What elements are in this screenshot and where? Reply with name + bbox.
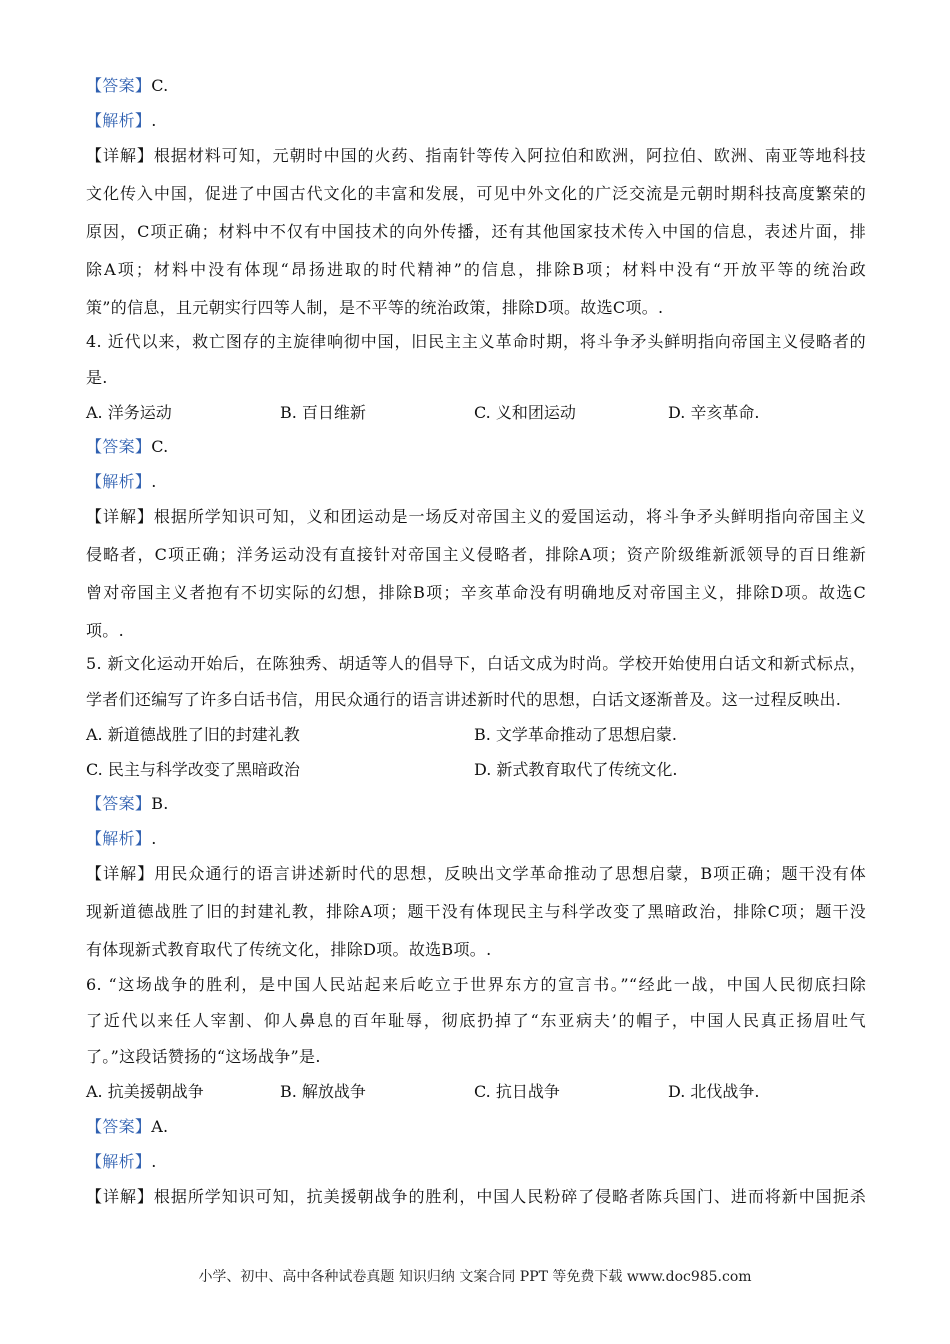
detail-line: 原因，C项正确；材料中不仅有中国技术的向外传播，还有其他国家技术传入中国的信息，表述片面，排 (86, 222, 866, 241)
option-b: B. 百日维新 (280, 403, 366, 422)
answer-value: A. (151, 1117, 169, 1136)
question-stem: 是. (86, 368, 108, 387)
analysis-value: . (151, 1152, 157, 1171)
answer-value: C. (151, 437, 169, 456)
analysis-line (86, 111, 866, 131)
detail-tag: 【详解】 (86, 864, 155, 883)
analysis-tag: 【解析】 (86, 1152, 152, 1171)
answer-tag: 【答案】 (86, 76, 152, 95)
question-stem: 5. 新文化运动开始后，在陈独秀、胡适等人的倡导下，白话文成为时尚。学校开始使用白话文和新式标点， (86, 654, 866, 673)
analysis-line (86, 829, 866, 849)
answer-line (86, 437, 866, 457)
analysis-tag: 【解析】 (86, 829, 152, 848)
answer-value: B. (151, 794, 169, 813)
analysis-line (86, 1152, 866, 1172)
detail-tag: 【详解】 (86, 507, 154, 526)
option-c: C. 民主与科学改变了黑暗政治 (86, 760, 300, 779)
detail-line (86, 146, 866, 166)
answer-value: C. (151, 76, 169, 95)
analysis-line (86, 472, 866, 492)
analysis-value: . (151, 472, 157, 491)
option-a: A. 新道德战胜了旧的封建礼教 (86, 725, 300, 744)
analysis-tag: 【解析】 (86, 111, 152, 130)
detail-line (86, 507, 866, 527)
question-stem: 学者们还编写了许多白话书信，用民众通行的语言讲述新时代的思想，白话文逐渐普及。这一过程反映出. (86, 690, 842, 709)
detail-line: 曾对帝国主义者抱有不切实际的幻想，排除B项；辛亥革命没有明确地反对帝国主义，排除D项。故选C (86, 583, 866, 602)
detail-line: 除A项；材料中没有体现“昂扬进取的时代精神”的信息，排除B项；材料中没有“开放平等的统治政 (86, 260, 866, 279)
answer-tag: 【答案】 (86, 437, 152, 456)
detail-line: 策”的信息，且元朝实行四等人制，是不平等的统治政策，排除D项。故选C项。. (86, 298, 664, 317)
detail-tag: 【详解】 (86, 1187, 154, 1206)
detail-line: 有体现新式教育取代了传统文化，排除D项。故选B项。. (86, 940, 492, 959)
answer-line (86, 794, 866, 814)
answer-tag: 【答案】 (86, 794, 152, 813)
detail-line: 文化传入中国，促进了中国古代文化的丰富和发展，可见中外文化的广泛交流是元朝时期科技高度繁荣的 (86, 184, 866, 203)
page-footer: 小学、初中、高中各种试卷真题 知识归纳 文案合同 PPT 等免费下载 www.doc985.com (198, 1269, 752, 1285)
option-d: D. 新式教育取代了传统文化. (474, 760, 678, 779)
detail-line (86, 864, 866, 884)
question-stem: 了。”这段话赞扬的“这场战争”是. (86, 1047, 321, 1066)
detail-line: 项。. (86, 621, 124, 640)
detail-line (86, 1187, 866, 1207)
option-a: A. 抗美援朝战争 (86, 1082, 204, 1101)
question-stem: 6. “这场战争的胜利，是中国人民站起来后屹立于世界东方的宣言书。”“经此一战，中国人民彻底扫除 (86, 975, 866, 994)
detail-text: 根据所学知识可知，义和团运动是一场反对帝国主义的爱国运动，将斗争矛头鲜明指向帝国主义 (153, 507, 866, 526)
analysis-tag: 【解析】 (86, 472, 152, 491)
option-b: B. 文学革命推动了思想启蒙. (474, 725, 678, 744)
option-d: D. 辛亥革命. (668, 403, 760, 422)
answer-tag: 【答案】 (86, 1117, 152, 1136)
option-b: B. 解放战争 (280, 1082, 366, 1101)
detail-text: 根据所学知识可知，抗美援朝战争的胜利，中国人民粉碎了侵略者陈兵国门、进而将新中国扼杀 (153, 1187, 866, 1206)
answer-line (86, 1117, 866, 1137)
option-c: C. 义和团运动 (474, 403, 576, 422)
answer-line (86, 76, 866, 96)
detail-line: 现新道德战胜了旧的封建礼教，排除A项；题干没有体现民主与科学改变了黑暗政治，排除C项；题干没 (86, 902, 866, 921)
detail-text: 根据材料可知，元朝时中国的火药、指南针等传入阿拉伯和欧洲，阿拉伯、欧洲、南亚等地科技 (153, 146, 866, 165)
detail-text: 用民众通行的语言讲述新时代的思想，反映出文学革命推动了思想启蒙，B项正确；题干没有体 (154, 864, 867, 883)
analysis-value: . (151, 111, 157, 130)
detail-line: 侵略者，C项正确；洋务运动没有直接针对帝国主义侵略者，排除A项；资产阶级维新派领导的百日维新 (86, 545, 866, 564)
question-stem: 4. 近代以来，救亡图存的主旋律响彻中国，旧民主主义革命时期，将斗争矛头鲜明指向帝国主义侵略者的 (86, 332, 866, 351)
question-stem: 了近代以来任人宰割、仰人鼻息的百年耻辱，彻底扔掉了“东亚病夫’的帽子，中国人民真正扬眉吐气 (86, 1011, 866, 1030)
option-c: C. 抗日战争 (474, 1082, 560, 1101)
analysis-value: . (151, 829, 157, 848)
option-a: A. 洋务运动 (86, 403, 172, 422)
option-d: D. 北伐战争. (668, 1082, 760, 1101)
detail-tag: 【详解】 (86, 146, 154, 165)
